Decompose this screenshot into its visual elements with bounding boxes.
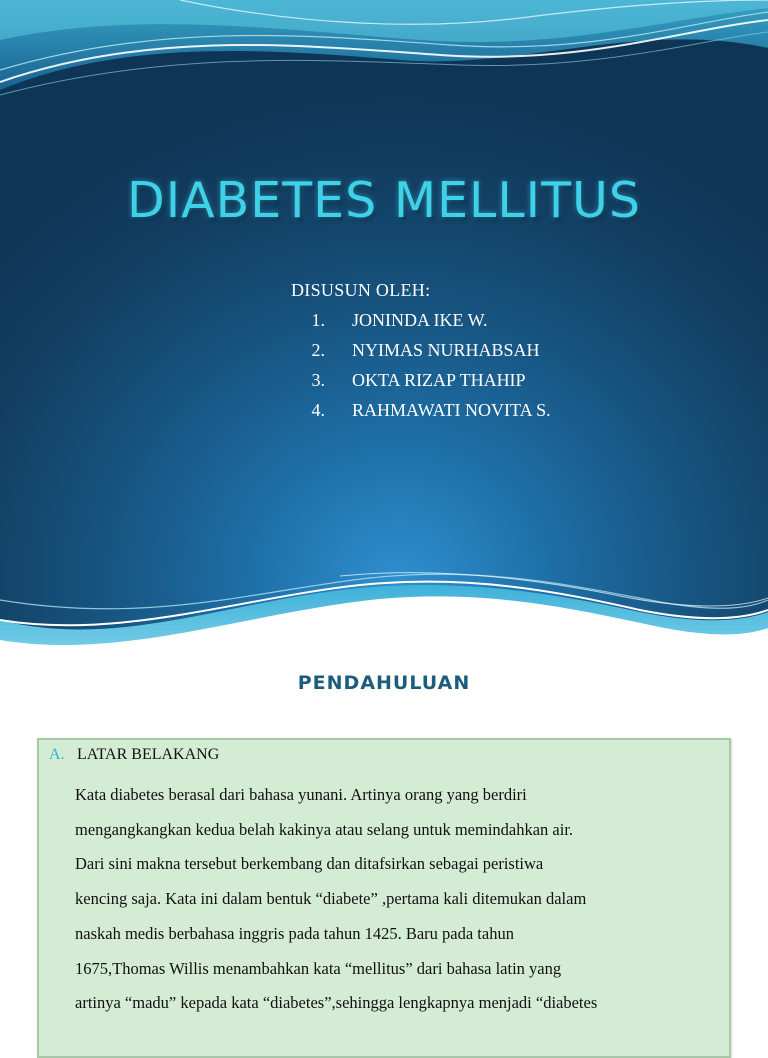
list-item (291, 335, 551, 365)
section-title: PENDAHULUAN (297, 672, 471, 694)
paragraph-line: kencing saja. Kata ini dalam bentuk “diabete” ,pertama kali ditemukan dalam (75, 889, 587, 909)
list-number: 4. (311, 400, 325, 420)
list-item (291, 395, 551, 425)
authors-block (291, 275, 551, 425)
section-heading (49, 746, 219, 764)
list-number: 2. (311, 340, 325, 360)
content-box (37, 738, 731, 1058)
paragraph-line: naskah medis berbahasa inggris pada tahun 1425. Baru pada tahun (75, 923, 514, 943)
section-heading-text: LATAR BELAKANG (77, 746, 220, 763)
list-item (291, 365, 551, 395)
authors-heading: DISUSUN OLEH: (291, 280, 431, 300)
authors-list (291, 305, 551, 425)
paragraph-line: mengangkangkan kedua belah kakinya atau selang untuk memindahkan air. (75, 819, 574, 839)
author-name: NYIMAS NURHABSAH (352, 340, 540, 360)
paragraph-line: Kata diabetes berasal dari bahasa yunani. Artinya orang yang berdiri (75, 785, 527, 804)
paragraph-line: 1675,Thomas Willis menambahkan kata “mellitus” dari bahasa latin yang (75, 958, 562, 978)
author-name: RAHMAWATI NOVITA S. (352, 400, 551, 420)
paragraph-line: artinya “madu” kepada kata “diabetes”,sehingga lengkapnya menjadi “diabetes (75, 993, 598, 1013)
section-letter: A. (49, 746, 65, 763)
paragraph-line: Dari sini makna tersebut berkembang dan ditafsirkan sebagai peristiwa (75, 854, 544, 874)
slide-title: DIABETES MELLITUS (126, 172, 642, 229)
list-number: 1. (311, 310, 325, 330)
content-slide (0, 662, 768, 1024)
list-number: 3. (311, 370, 325, 390)
body-paragraph (75, 778, 725, 1021)
author-name: OKTA RIZAP THAHIP (352, 370, 526, 390)
list-item (291, 305, 551, 335)
author-name: JONINDA IKE W. (352, 310, 488, 330)
